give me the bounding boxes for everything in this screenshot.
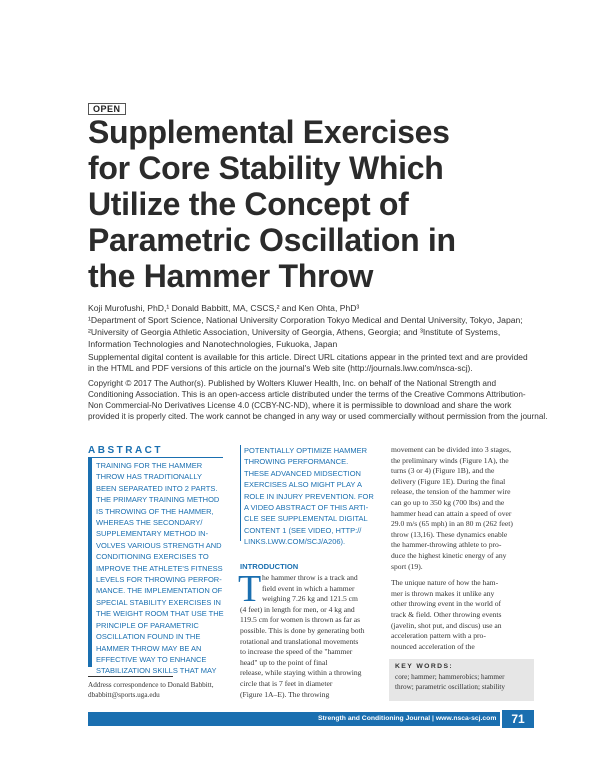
abstract-line: CONDITIONING EXERCISES TO	[96, 552, 209, 562]
abstract-line: HAMMER THROW MAY BE AN	[96, 643, 202, 653]
body-line: throw (13,16). These dynamics enable	[391, 529, 508, 539]
copyright-note	[88, 378, 548, 422]
title-line: Parametric Oscillation in	[88, 222, 456, 258]
body-line: possible. This is done by generating both	[240, 625, 365, 635]
open-access-badge: OPEN	[88, 103, 126, 115]
body-line: sport (19).	[391, 561, 423, 571]
abstract-line: ROLE IN INJURY PREVENTION. FOR	[244, 491, 374, 501]
abstract-line: THE WEIGHT ROOM THAT USE THE	[96, 609, 224, 619]
author-affiliations	[88, 302, 548, 350]
copyright-line: provided it is properly cited. The work cannot be changed in any way or used commercially without permission from the journal.	[88, 412, 548, 421]
body-line: delivery (Figure 1E). During the final	[391, 476, 506, 486]
abstract-line: STABILIZATION SKILLS THAT MAY	[96, 666, 217, 676]
abstract-line: IS THROWING OF THE HAMMER,	[96, 506, 214, 516]
body-line: hammer head can attain a speed of over	[391, 508, 512, 518]
abstract-line: CLE SEE SUPPLEMENTAL DIGITAL	[244, 514, 368, 524]
body-line: 119.5 cm for women is thrown as far as	[240, 615, 361, 625]
drop-cap: T	[238, 568, 262, 610]
abstract-line: SUPPLEMENTARY METHOD IN-	[96, 529, 209, 539]
abstract-line: SPECIAL STABILITY EXERCISES IN	[96, 597, 221, 607]
keywords-list	[395, 672, 533, 692]
author-line: Koji Murofushi, PhD,¹ Donald Babbitt, MA, CSCS,² and Ken Ohta, PhD³	[88, 303, 360, 313]
body-line: movement can be divided into 3 stages,	[391, 445, 511, 454]
body-line: the hammer-throwing athlete to pro-	[391, 540, 502, 550]
keywords-heading: KEY WORDS:	[395, 663, 454, 670]
body-line: can go up to 350 kg (700 lbs) and the	[391, 497, 505, 507]
abstract-column-1	[96, 460, 236, 677]
abstract-line: EFFECTIVE WAY TO ENHANCE	[96, 654, 207, 664]
abstract-heading: ABSTRACT	[88, 445, 163, 456]
body-line: other throwing event in the world of	[391, 599, 502, 609]
abstract-line: EXERCISES ALSO MIGHT PLAY A	[244, 480, 362, 490]
affiliation-line: ²University of Georgia Athletic Association, University of Georgia, Athens, Georgia; and ³Institute of Systems,	[88, 327, 501, 337]
title-line: the Hammer Throw	[88, 258, 374, 294]
abstract-column-2-rule	[240, 445, 241, 541]
body-line: turns (3 or 4) (Figure 1B), and the	[391, 466, 495, 476]
abstract-line: THROW HAS TRADITIONALLY	[96, 472, 202, 482]
body-line: head" up to the point of final	[240, 657, 328, 667]
abstract-line: PRINCIPLE OF PARAMETRIC	[96, 620, 199, 630]
copyright-line: Non Commercial-No Derivatives License 4.0 (CCBY-NC-ND), where it is permissible to download and share the work	[88, 401, 512, 410]
column-3-text	[391, 445, 531, 652]
correspondence-note	[88, 680, 238, 700]
abstract-line: WHEREAS THE SECONDARY/	[96, 518, 203, 528]
copyright-line: Conditioning Association. This is an open-access article distributed under the terms of the Creative Commons Attribution-	[88, 390, 526, 399]
body-line: acceleration pattern with a pro-	[391, 631, 486, 641]
body-line: (javelin, shot put, and discus) use an	[391, 620, 502, 630]
abstract-line: IMPROVE THE ATHLETE'S FITNESS	[96, 563, 223, 573]
abstract-line: TRAINING FOR THE HAMMER	[96, 461, 203, 470]
video-link[interactable]: LINKS.LWW.COM/SCJ/A206).	[244, 537, 346, 547]
supplemental-note	[88, 352, 548, 374]
correspondence-rule	[88, 676, 173, 677]
affiliation-line: ¹Department of Sport Science, National University Corporation Tokyo Medical and Dental University, Tokyo, Japan;	[88, 315, 523, 325]
abstract-line: THESE ADVANCED MIDSECTION	[244, 468, 361, 478]
introduction-heading: INTRODUCTION	[240, 562, 299, 571]
title-line: Supplemental Exercises	[88, 114, 450, 150]
abstract-line: VOLVES VARIOUS STRENGTH AND	[96, 540, 222, 550]
abstract-line: CONTENT 1 (SEE VIDEO, HTTP://	[244, 525, 362, 535]
copyright-line: Copyright © 2017 The Author(s). Published by Wolters Kluwer Health, Inc. on behalf of the National Strength and	[88, 379, 497, 388]
abstract-top-rule	[88, 457, 223, 458]
body-line: (4 feet) in length for men, or 4 kg and	[240, 604, 355, 614]
page-number: 71	[502, 710, 534, 728]
body-line: mer is thrown makes it unlike any	[391, 588, 495, 598]
body-line: track & field. Other throwing events	[391, 609, 502, 619]
supplemental-line: Supplemental digital content is available for this article. Direct URL citations appear in the printed text and are provided	[88, 352, 528, 362]
abstract-line: THROWING PERFORMANCE.	[244, 457, 349, 467]
body-line: The unique nature of how the ham-	[391, 578, 499, 588]
abstract-line: A VIDEO ABSTRACT OF THIS ARTI-	[244, 503, 369, 513]
abstract-line: MANCE. THE IMPLEMENTATION OF	[96, 586, 223, 596]
introduction-text	[240, 573, 380, 700]
article-title	[88, 114, 548, 294]
abstract-line: LEVELS FOR THROWING PERFOR-	[96, 575, 222, 585]
abstract-side-rule	[88, 457, 92, 667]
keywords-line: core; hammer; hammerobics; hammer	[395, 673, 505, 681]
body-line: field event in which a hammer	[262, 583, 355, 593]
abstract-column-2	[244, 445, 384, 548]
abstract-line: POTENTIALLY OPTIMIZE HAMMER	[244, 446, 368, 455]
body-line: the preliminary winds (Figure 1A), the	[391, 455, 509, 465]
abstract-line: BEEN SEPARATED INTO 2 PARTS.	[96, 483, 218, 493]
body-line: 29.0 m/s (65 mph) in an 80 m (262 feet)	[391, 519, 513, 529]
body-line: nounced acceleration of the	[391, 641, 475, 651]
body-line: (Figure 1A–E). The throwing	[240, 689, 330, 699]
affiliation-line: Information Technologies and Nanotechnologies, Fukuoka, Japan	[88, 339, 338, 349]
body-line: release, the tension of the hammer wire	[391, 487, 511, 497]
correspondence-line: Address correspondence to Donald Babbitt,	[88, 681, 214, 689]
body-line: rotational and translational movements	[240, 636, 359, 646]
supplemental-line: in the HTML and PDF versions of this article on the journal's Web site (http://journals.lww.com/nsca-scj).	[88, 363, 473, 373]
body-line: circle that is 7 feet in diameter	[240, 678, 333, 688]
title-line: for Core Stability Which	[88, 150, 444, 186]
abstract-line: OSCILLATION FOUND IN THE	[96, 632, 201, 642]
body-line: to increase the speed of the "hammer	[240, 647, 353, 657]
correspondence-email[interactable]: dbabbitt@sports.uga.edu	[88, 691, 160, 699]
body-line: release, while staying within a throwing	[240, 668, 362, 678]
title-line: Utilize the Concept of	[88, 186, 409, 222]
body-line: weighing 7.26 kg and 121.5 cm	[262, 594, 358, 604]
abstract-line: THE PRIMARY TRAINING METHOD	[96, 495, 220, 505]
footer-journal[interactable]: Strength and Conditioning Journal | www.nsca-scj.com	[318, 715, 497, 722]
body-line: duce the highest kinetic energy of any	[391, 550, 507, 560]
body-line: he hammer throw is a track and	[262, 573, 358, 582]
keywords-line: throw; parametric oscillation; stability	[395, 683, 505, 691]
